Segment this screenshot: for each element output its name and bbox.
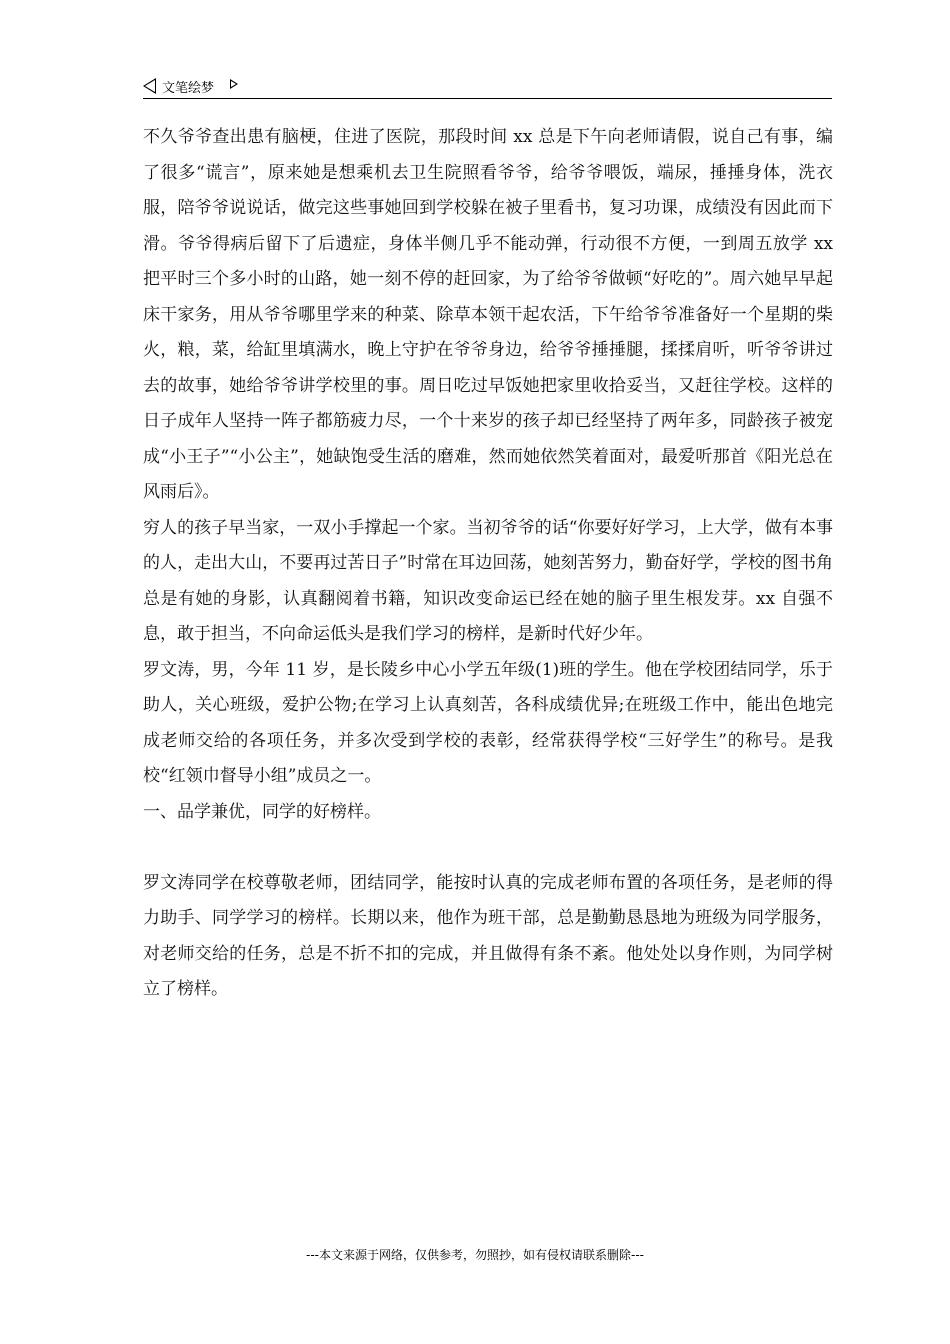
paragraph-role-model: 罗文涛同学在校尊敬老师，团结同学，能按时认真的完成老师布置的各项任务，是老师的得力助手、同学学习的榜样。长期以来，他作为班干部，总是勤勤恳恳地为班级为同学服务，对老师交给的任务，总是不折不扣的完成，并且做得有条不紊。他处处以身作则，为同学树立了榜样。 <box>143 872 833 999</box>
page-header <box>143 74 832 99</box>
triangle-right-icon <box>230 79 238 89</box>
paragraph-luo-wentao-intro: 罗文涛，男，今年 11 岁，是长陵乡中心小学五年级(1)班的学生。他在学校团结同学，乐于助人，关心班级，爱护公物;在学习上认真刻苦，各科成绩优异;在班级工作中，能出色地完成老师交给的各项任务，并多次受到学校的表彰，经常获得学校“三好学生”的称号。是我校“红领巾督导小组”成员之一。 <box>143 659 833 786</box>
paragraph-grandfather-care: 不久爷爷查出患有脑梗，住进了医院，那段时间 xx 总是下午向老师请假，说自己有事，编了很多“谎言”，原来她是想乘机去卫生院照看爷爷，给爷爷喂饭，端尿，捶捶身体，洗衣服，陪爷爷说说话，做完这些事她回到学校躲在被子里看书，复习功课，成绩没有因此而下滑。爷爷得病后留下了后遗症，身体半侧几乎不能动弹，行动很不方便，一到周五放学 xx 把平时三个多小时的山路，她一刻不停的赶回家，为了给爷爷做顿“好吃的”。周六她早早起床干家务，用从爷爷哪里学来的种菜、除草本领干起农活，下午给爷爷准备好一个星期的柴火，粮，菜，给缸里填满水，晚上守护在爷爷身边，给爷爷捶捶腿，揉揉肩听，听爷爷讲过去的故事，她给爷爷讲学校里的事。周日吃过早饭她把家里收拾妥当，又赶往学校。这样的日子成年人坚持一阵子都筋疲力尽，一个十来岁的孩子却已经坚持了两年多，同龄孩子被宠成“小王子”“小公主”，她缺饱受生活的磨难，然而她依然笑着面对，最爱听那首《阳光总在风雨后》。 <box>143 127 833 502</box>
triangle-left-icon <box>143 78 156 94</box>
document-body <box>143 120 833 1008</box>
header-title: 文笔绘梦 <box>162 81 215 96</box>
blank-line <box>143 830 833 866</box>
paragraph-poor-child: 穷人的孩子早当家，一双小手撑起一个家。当初爷爷的话“你要好好学习，上大学，做有本事的人，走出大山，不要再过苦日子”时常在耳边回荡，她刻苦努力，勤奋好学，学校的图书角总是有她的身影，认真翻阅着书籍，知识改变命运已经在她的脑子里生根发芽。xx 自强不息，敢于担当，不向命运低头是我们学习的榜样，是新时代好少年。 <box>143 517 833 644</box>
footer-disclaimer: ---本文来源于网络，仅供参考，勿照抄，如有侵权请联系删除--- <box>306 1248 644 1262</box>
section-heading-1: 一、品学兼优，同学的好榜样。 <box>143 801 381 822</box>
